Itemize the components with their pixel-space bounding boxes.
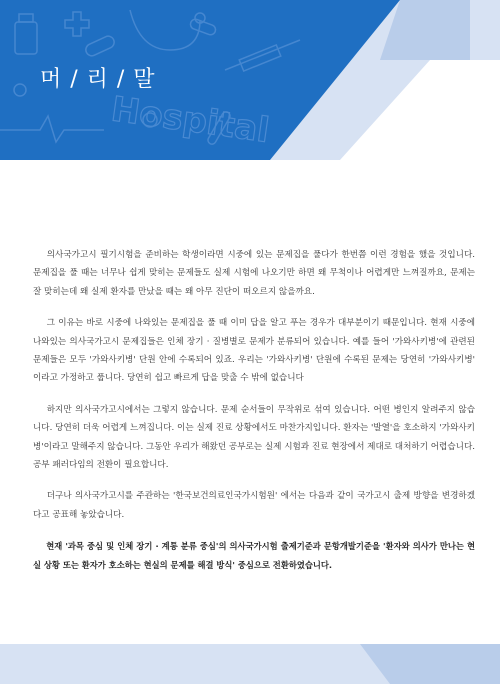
paragraph: 그 이유는 바로 시중에 나와있는 문제집을 풀 때 이미 답을 알고 푸는 경우가 대부분이기 때문입니다. 현재 시중에 나와있는 의사국가고시 문제집들은 인체 장기 · 질병별로 문제가 분류되어 있습니다. 예를 들어 '가와사키병'에 관련된 문제들은 모두 '가와사키병' 단원 안에 수록되어 있죠. 우리는 '가와사키병' 단원에 수록된 문제는 당연히 '가와사키병' 이라고 가정하고 풉니다. 당연히 쉽고 빠르게 답을 맞출 수 밖에 없습니다 (33, 318, 475, 384)
notice-paragraph: 현재 '과목 중심 및 인체 장기 · 계통 분류 중심'의 의사국가시험 출제기준과 문항개발기준을 '환자와 의사가 만나는 현실 상황 또는 환자가 호소하는 현실의 문제를 해결 방식' 중심으로 전환하였습니다. (33, 541, 475, 570)
footer-band (0, 644, 500, 684)
paragraph: 더구나 의사국가고시를 주관하는 '한국보건의료인국가시험원' 에서는 다음과 같이 국가고시 출제 방향을 변경하겠다고 공표해 놓았습니다. (33, 491, 475, 520)
page-title: 머 / 리 / 말 (40, 67, 156, 92)
paragraph: 의사국가고시 필기시험을 준비하는 학생이라면 시중에 있는 문제집을 풀다가 한번쯤 이런 경험을 했을 것입니다. 문제집을 풀 때는 너무나 쉽게 맞히는 문제들도 실제 시험에 나오기만 하면 왜 무척이나 어렵게만 느껴질까요, 문제는 잘 맞히는데 왜 실제 환자를 만났을 때는 왜 아무 진단이 떠오르지 않을까요. (33, 250, 475, 297)
hospital-bg-text: Hospital (108, 89, 272, 152)
preface-body (33, 246, 475, 587)
paragraph: 하지만 의사국가고시에서는 그렇지 않습니다. 문제 순서들이 무작위로 섞여 있습니다. 어떤 병인지 알려주지 않습니다. 당연히 더욱 어렵게 느껴집니다. 이는 실제 진료 상황에서도 마찬가지입니다. 환자는 '발열'을 호소하지 '가와사키병'이라고 말해주지 않습니다. 그동안 우리가 해왔던 공부로는 실제 시험과 진료 현장에서 제대로 대처하기 어렵습니다. 공부 패러다임의 전환이 필요합니다. (33, 404, 475, 471)
footer-light-band (0, 644, 390, 684)
header-banner (0, 0, 500, 160)
footer-background (0, 644, 500, 684)
